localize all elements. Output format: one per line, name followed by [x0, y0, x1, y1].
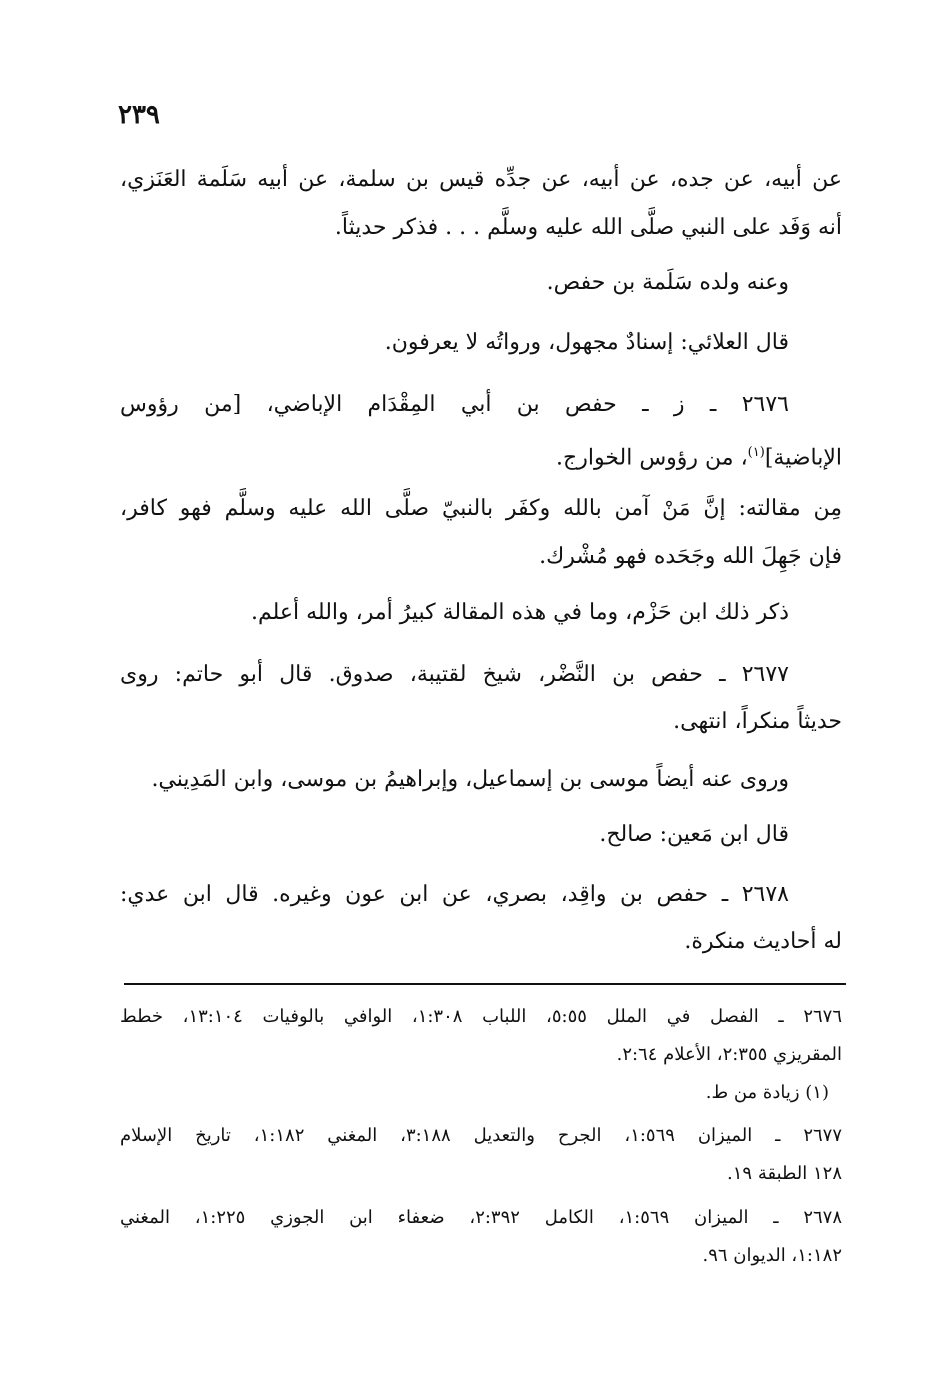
- footnote-separator: [124, 983, 846, 985]
- entry-heading-2678: ٢٦٧٨ ـ حفص بن واقِد، بصري، عن ابن عون وغيره. قال ابن عدي:: [120, 882, 789, 907]
- page-number: ٢٣٩: [118, 100, 160, 130]
- body-line: ذكر ذلك ابن حَزْم، وما في هذه المقالة كبيرُ أمر، والله أعلم.: [250, 600, 789, 625]
- footnote-line: المقريزي ٢:٣٥٥، الأعلام ٢:٦٤.: [616, 1044, 842, 1065]
- body-line: وروى عنه أيضاً موسى بن إسماعيل، وإبراهيمُ بن موسى، وابن المَدِيني.: [151, 767, 789, 792]
- body-line: حديثاً منكراً، انتهى.: [673, 709, 842, 734]
- body-line: [556, 438, 842, 473]
- footnote-line: ٢٦٧٧ ـ الميزان ١:٥٦٩، الجرح والتعديل ٣:١٨٨، المغني ١:١٨٢، تاريخ الإسلام: [120, 1125, 842, 1146]
- body-line: قال العلائي: إسنادٌ مجهول، ورواتُه لا يعرفون.: [384, 330, 789, 355]
- footnote-line: ١:١٨٢، الديوان ٩٦.: [702, 1245, 842, 1266]
- entry-heading-2677: ٢٦٧٧ ـ حفص بن النَّضْر، شيخ لقتيبة، صدوق. قال أبو حاتم: روى: [120, 662, 789, 687]
- body-line-part: الإباضية]: [764, 445, 842, 471]
- footnote-line: (١) زيادة من ط.: [705, 1082, 829, 1103]
- footnote-marker: (١): [747, 445, 765, 460]
- body-line: أنه وَفَد على النبي صلَّى الله عليه وسلَّم . . . فذكر حديثاً.: [334, 215, 842, 240]
- body-line: عن أبيه، عن جده، عن أبيه، عن جدِّه قيس بن سلمة، عن أبيه سَلَمة العَنَزي،: [120, 167, 842, 192]
- body-line: وعنه ولده سَلَمة بن حفص.: [546, 270, 789, 295]
- entry-heading-2676: ٢٦٧٦ ـ ز ـ حفص بن أبي المِقْدَام الإباضي، [من رؤوس: [120, 392, 789, 417]
- body-line: له أحاديث منكرة.: [684, 929, 842, 954]
- body-line: فإن جَهِلَ الله وجَحَده فهو مُشْرك.: [539, 544, 842, 569]
- body-line-part: ، من رؤوس الخوارج.: [556, 445, 748, 471]
- body-line: قال ابن مَعين: صالح.: [599, 822, 789, 847]
- footnote-line: ٢٦٧٨ ـ الميزان ١:٥٦٩، الكامل ٢:٣٩٢، ضعفاء ابن الجوزي ١:٢٢٥، المغني: [120, 1207, 842, 1228]
- footnote-line: ٢٦٧٦ ـ الفصل في الملل ٥:٥٥، اللباب ١:٣٠٨، الوافي بالوفيات ١٣:١٠٤، خطط: [120, 1006, 842, 1027]
- body-line: مِن مقالته: إنَّ مَنْ آمن بالله وكفَر بالنبيّ صلَّى الله عليه وسلَّم فهو كافر،: [120, 496, 842, 521]
- footnote-line: ١٢٨ الطبقة ١٩.: [727, 1163, 842, 1184]
